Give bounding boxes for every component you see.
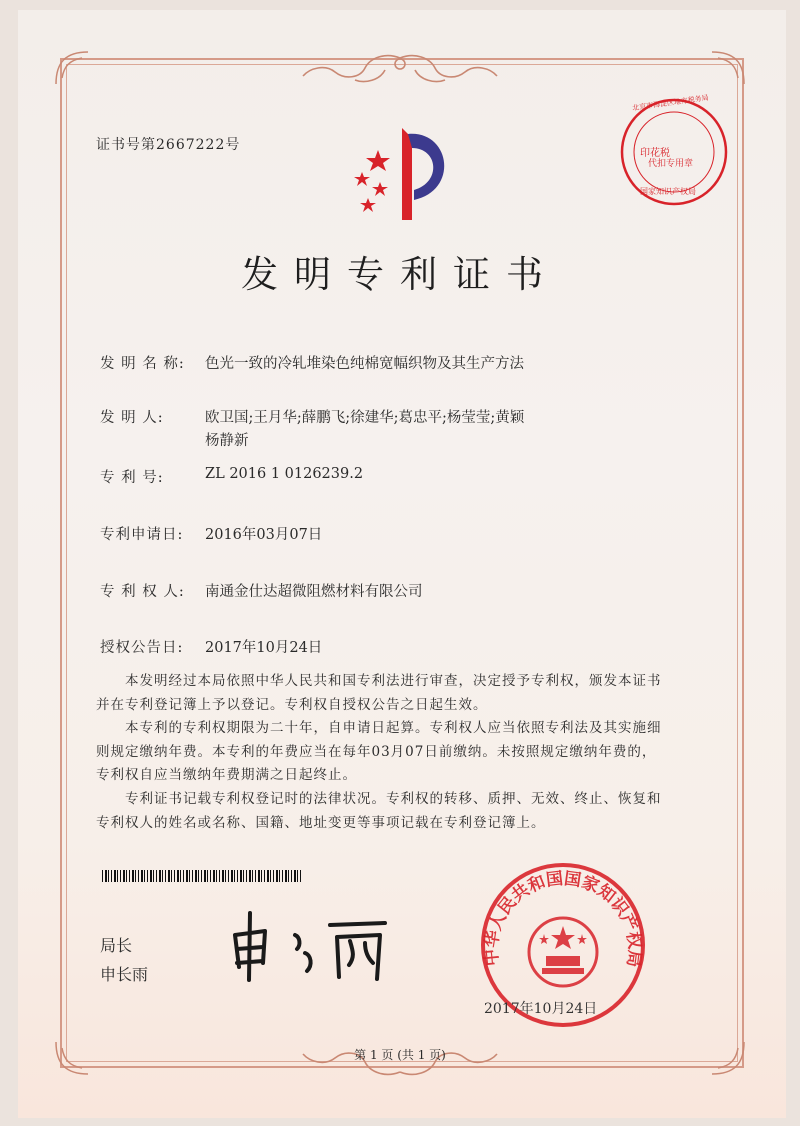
certificate-number: 证书号第2667222号 xyxy=(96,137,241,153)
field-label-filing-date: 专利申请日: xyxy=(100,527,184,543)
field-label-patentee: 专 利 权 人: xyxy=(100,584,185,600)
body-line: 本专利的专利权期限为二十年，自申请日起算。专利权人应当依照专利法及其实施细 xyxy=(96,720,662,737)
field-value-invention-name: 色光一致的冷轧堆染色纯棉宽幅织物及其生产方法 xyxy=(205,356,524,372)
national-emblem-icon xyxy=(529,918,597,986)
body-line: 专利权人的姓名或名称、国籍、地址变更等事项记载在专利登记簿上。 xyxy=(96,814,546,831)
body-line: 并在专利登记簿上予以登记。专利权自授权公告之日起生效。 xyxy=(96,696,488,713)
field-value-announce-date: 2017年10月24日 xyxy=(205,640,323,656)
body-line: 本发明经过本局依照中华人民共和国专利法进行审查，决定授予专利权，颁发本证书 xyxy=(96,673,662,689)
director-title: 局长 xyxy=(100,936,133,955)
field-value-patent-number: ZL 2016 1 0126239.2 xyxy=(205,466,364,482)
field-label-patent-number: 专 利 号: xyxy=(100,470,164,486)
tax-stamp-line: 北京市海淀区地方税务局 xyxy=(631,93,710,113)
field-label-invention-name: 发 明 名 称: xyxy=(100,356,185,372)
seal-date: 2017年10月24日 xyxy=(484,1001,598,1017)
star-icon xyxy=(366,150,390,171)
barcode xyxy=(102,870,302,882)
certificate-body xyxy=(96,670,696,835)
corner-ornament-icon xyxy=(708,48,748,88)
director-name: 申长雨 xyxy=(100,965,149,984)
tax-stamp-line: 代扣专用章 xyxy=(648,159,694,169)
tax-stamp-line: 国家知识产权局 xyxy=(640,187,696,196)
field-value-patentee: 南通金仕达超微阻燃材料有限公司 xyxy=(205,584,423,600)
body-line: 专利证书记载专利权登记时的法律状况。专利权的转移、质押、无效、终止、恢复和 xyxy=(96,790,662,807)
star-icon xyxy=(360,198,376,212)
seal-text: 中华人民共和国国家知识产权局 xyxy=(481,868,645,969)
top-ornament-icon xyxy=(285,50,515,90)
field-value-filing-date: 2016年03月07日 xyxy=(205,527,323,543)
handwritten-signature-icon xyxy=(225,905,395,985)
certificate-title: 发明专利证书 xyxy=(241,253,559,296)
field-value-inventors: 欧卫国;王月华;薛鹏飞;徐建华;葛忠平;杨莹莹;黄颖 xyxy=(205,410,525,426)
page-number: 第 1 页 (共 1 页) xyxy=(354,1048,446,1062)
corner-ornament-icon xyxy=(52,48,92,88)
patent-logo-icon xyxy=(340,120,470,230)
body-line: 则规定缴纳年费。本专利的年费应当在每年03月07日前缴纳。未按照规定缴纳年费的， xyxy=(96,743,657,760)
star-icon xyxy=(354,172,370,186)
field-label-announce-date: 授权公告日: xyxy=(100,640,184,656)
star-icon xyxy=(372,182,388,196)
field-value-inventors-2: 杨静新 xyxy=(205,433,249,449)
body-line: 专利权自应当缴纳年费期满之日起终止。 xyxy=(96,767,357,784)
field-label-inventors: 发 明 人: xyxy=(100,410,164,426)
tax-stamp-line: 印花税 xyxy=(640,148,670,159)
